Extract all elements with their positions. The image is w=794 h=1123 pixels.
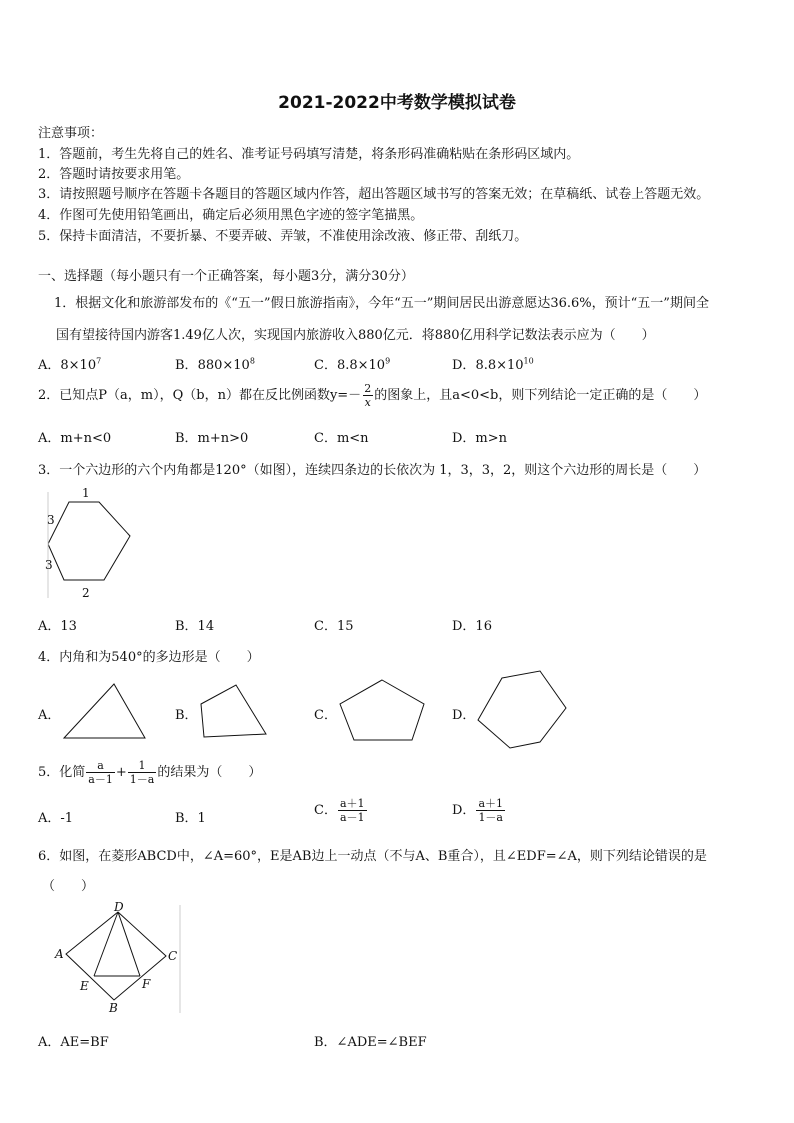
- q5-option-b[interactable]: B．1: [175, 811, 206, 826]
- q3-option-d[interactable]: D．16: [452, 619, 492, 634]
- q4-option-d[interactable]: D．: [452, 708, 476, 723]
- q5-option-c[interactable]: C． $\frac{a+1}{a-1}$: [314, 797, 365, 824]
- q2-option-b[interactable]: B．m+n>0: [175, 431, 249, 446]
- section-heading: 一、选择题（每小题只有一个正确答案，每小题3分，满分30分）: [38, 269, 414, 284]
- fraction-2: $\frac{1}{1-a}$: [129, 759, 155, 786]
- question-5: 5．化简 $\frac{a}{a-1}$ + $\frac{1}{1-a}$ 的结果为（ ）: [38, 759, 262, 786]
- fraction: $\frac{2}{x}$: [364, 382, 372, 409]
- vertex-label-d: D: [114, 900, 124, 914]
- question-2: 2．已知点P（a，m），Q（b，n）都在反比例函数y=－ $\frac{2}{x}$ 的图象上，且a<0<b，则下列结论一定正确的是（ ）: [38, 382, 707, 409]
- hex-label-2: 2: [82, 586, 90, 600]
- vertex-label-c: C: [168, 949, 178, 963]
- question-3: 3．一个六边形的六个内角都是120°（如图），连续四条边的长依次为 1，3，3，2，则这个六边形的周长是（ ）: [38, 463, 707, 478]
- hexagon-figure-2: [476, 670, 571, 752]
- q1-option-a[interactable]: A．$8\times 10^7$: [38, 356, 102, 373]
- q1-option-b[interactable]: B．$880\times 10^8$: [175, 356, 255, 373]
- hex-label-3b: 3: [45, 558, 53, 572]
- vertex-label-a: A: [55, 947, 64, 961]
- q2-option-a[interactable]: A．m+n<0: [38, 431, 112, 446]
- vertex-label-b: B: [109, 1001, 118, 1015]
- q4-option-c[interactable]: C．: [314, 708, 337, 723]
- q3-option-a[interactable]: A．13: [38, 619, 77, 634]
- notice-item: 4．作图可先使用铅笔画出，确定后必须用黑色字迹的签字笔描黑。: [38, 208, 424, 223]
- rhombus-figure: [52, 900, 182, 1015]
- vertex-label-e: E: [80, 979, 89, 993]
- q3-option-b[interactable]: B．14: [175, 619, 215, 634]
- notice-item: 2．答题时请按要求用笔。: [38, 167, 190, 182]
- q5-option-d[interactable]: D． $\frac{a+1}{1-a}$: [452, 797, 503, 824]
- q4-option-b[interactable]: B．: [175, 708, 198, 723]
- q2-option-c[interactable]: C．m<n: [314, 431, 369, 446]
- triangle-figure: [62, 684, 152, 744]
- page-title: 2021-2022中考数学模拟试卷: [278, 93, 516, 113]
- hexagon-figure: [38, 484, 138, 604]
- question-6-line2: （ ）: [42, 879, 95, 894]
- quadrilateral-figure: [198, 684, 273, 744]
- vertex-label-f: F: [142, 977, 151, 991]
- question-6-line1: 6．如图，在菱形ABCD中，∠A=60°，E是AB边上一动点（不与A、B重合），且∠EDF=∠A，则下列结论错误的是: [38, 849, 707, 864]
- q6-option-b[interactable]: B．∠ADE=∠BEF: [314, 1035, 427, 1050]
- notice-item: 3．请按照题号顺序在答题卡各题目的答题区域内作答，超出答题区域书写的答案无效；在草稿纸、试卷上答题无效。: [38, 187, 710, 202]
- hex-label-3a: 3: [47, 513, 55, 527]
- fraction-1: $\frac{a}{a-1}$: [88, 759, 113, 786]
- q4-option-a[interactable]: A．: [38, 708, 61, 723]
- q5-option-a[interactable]: A．-1: [38, 811, 74, 826]
- pentagon-figure: [338, 678, 433, 748]
- question-1-line1: 1．根据文化和旅游部发布的《“五一”假日旅游指南》，今年“五一”期间居民出游意愿达36.6%，预计“五一”期间全: [54, 296, 709, 311]
- notice-item: 5．保持卡面清洁，不要折暴、不要弄破、弄皱，不准使用涂改液、修正带、刮纸刀。: [38, 229, 528, 244]
- notice-heading: 注意事项：: [38, 126, 104, 141]
- q1-option-c[interactable]: C．$8.8\times 10^9$: [314, 356, 391, 373]
- q1-option-d[interactable]: D．$8.8\times 10^{10}$: [452, 356, 534, 373]
- question-1-line2: 国有望接待国内游客1.49亿人次，实现国内旅游收入880亿元．将880亿用科学记数法表示应为（ ）: [56, 328, 655, 343]
- question-4: 4．内角和为540°的多边形是（ ）: [38, 650, 260, 665]
- q6-option-a[interactable]: A．AE=BF: [38, 1035, 109, 1050]
- q3-option-c[interactable]: C．15: [314, 619, 354, 634]
- notice-item: 1．答题前，考生先将自己的姓名、准考证号码填写清楚，将条形码准确粘贴在条形码区域内。: [38, 147, 580, 162]
- hex-label-1: 1: [82, 486, 90, 500]
- q2-option-d[interactable]: D．m>n: [452, 431, 508, 446]
